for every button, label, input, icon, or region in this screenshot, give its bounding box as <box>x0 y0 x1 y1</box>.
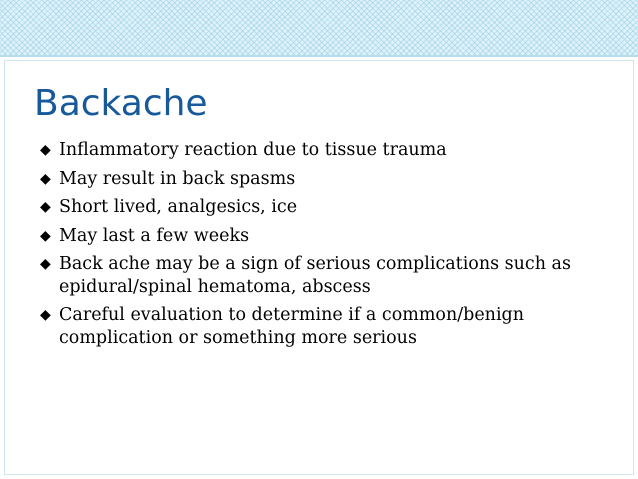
bullet-text: Back ache may be a sign of serious complications such as epidural/spinal hematoma, abscess <box>59 254 571 297</box>
slide-title: Backache <box>34 83 208 124</box>
bullet-text: Short lived, analgesics, ice <box>59 197 298 217</box>
bullet-item <box>40 304 625 349</box>
bullet-item <box>40 225 625 248</box>
bullet-item <box>40 253 625 298</box>
diamond-bullet-icon: ◆ <box>40 256 51 272</box>
bullet-text: May last a few weeks <box>59 225 250 246</box>
bullet-item <box>40 168 625 191</box>
bullet-item <box>40 196 625 219</box>
diamond-bullet-icon: ◆ <box>40 307 51 323</box>
bullet-text: Inflammatory reaction due to tissue trauma <box>59 140 447 160</box>
diamond-bullet-icon: ◆ <box>40 170 51 187</box>
diamond-bullet-icon: ◆ <box>40 199 51 215</box>
bullet-text: Careful evaluation to determine if a common/benign complication or something more serious <box>59 305 525 348</box>
bullet-list <box>40 139 625 355</box>
bullet-item <box>40 139 625 162</box>
diamond-bullet-icon: ◆ <box>40 142 51 158</box>
diamond-bullet-icon: ◆ <box>40 227 51 244</box>
banner-divider <box>0 55 638 57</box>
bullet-text: May result in back spasms <box>59 168 296 189</box>
header-banner <box>0 0 638 55</box>
